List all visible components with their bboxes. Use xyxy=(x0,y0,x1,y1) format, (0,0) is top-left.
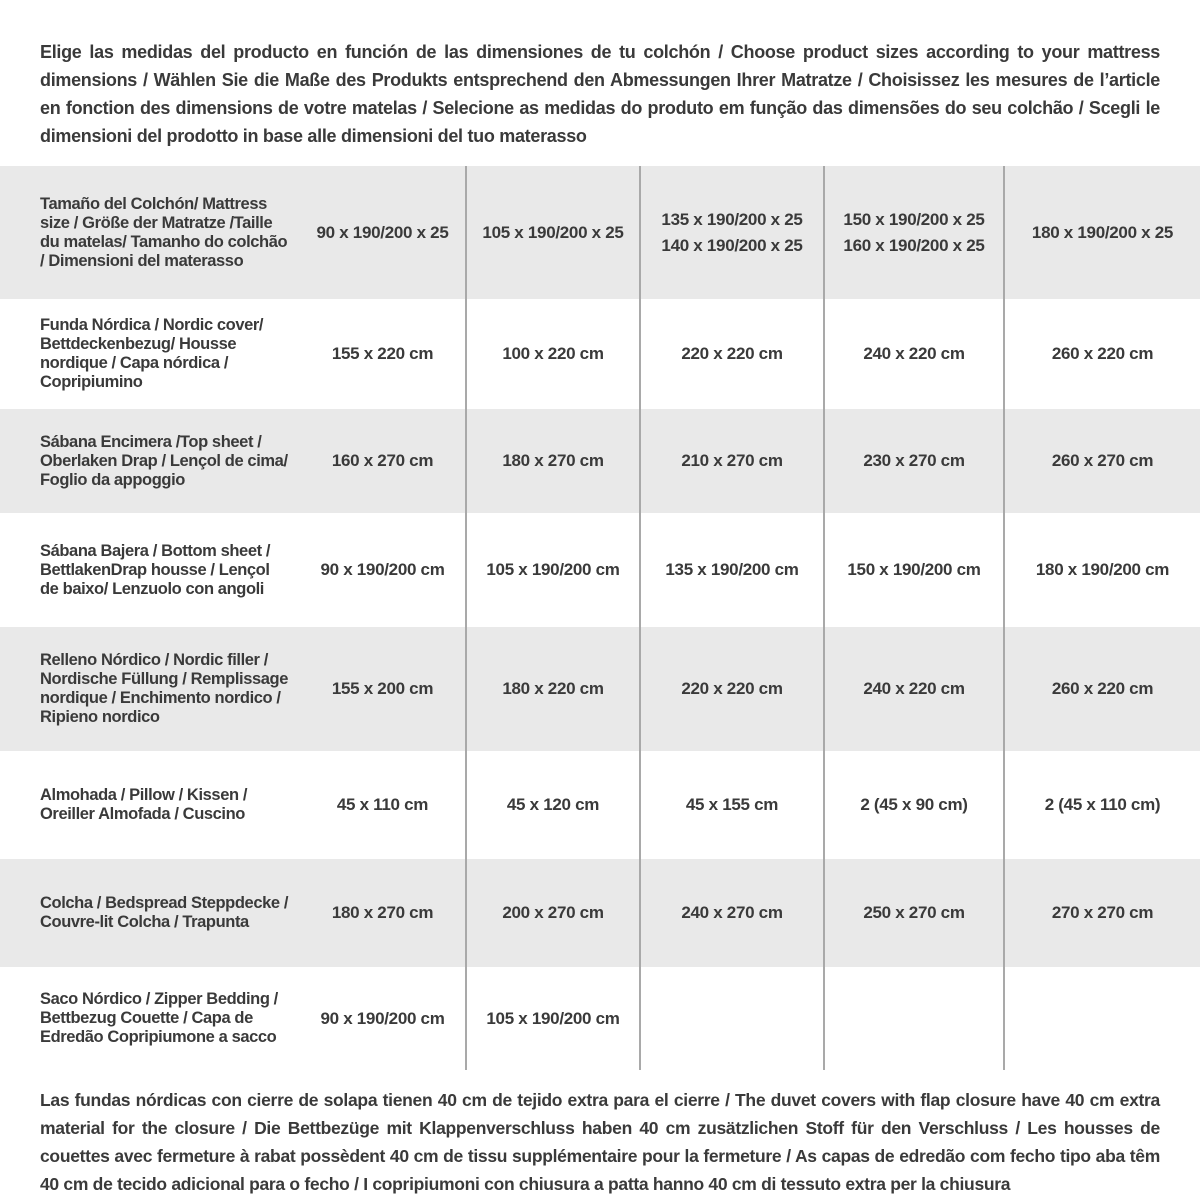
row-label-cell xyxy=(0,859,300,967)
table-cell: 160 x 270 cm xyxy=(331,451,434,470)
header-col-3-line2: 140 x 190/200 x 25 xyxy=(661,235,803,255)
header-col-4 xyxy=(823,166,1003,299)
table-cell: 105 x 190/200 cm xyxy=(465,513,639,627)
table-cell: 150 x 190/200 cm xyxy=(823,513,1003,627)
row-label: Almohada / Pillow / Kissen / Oreiller Almofada / Cuscino xyxy=(40,786,248,823)
table-cell: 90 x 190/200 cm xyxy=(320,560,445,579)
table-cell: 260 x 220 cm xyxy=(1003,299,1200,409)
mattress-size-label: Tamaño del Colchón/ Mattress size / Größe der Matratze /Taille du matelas/ Tamanho do colchão / Dimensioni del materasso xyxy=(40,194,288,270)
table-cell-empty xyxy=(639,967,823,1070)
table-cell: 45 x 110 cm xyxy=(336,795,429,814)
table-cell: 155 x 220 cm xyxy=(331,344,434,363)
row-label: Sábana Bajera / Bottom sheet / BettlakenDrap housse / Lençol de baixo/ Lenzuolo con angoli xyxy=(40,541,271,598)
row-label-cell xyxy=(0,967,300,1070)
row-label-cell xyxy=(0,409,300,513)
header-col-4-line1: 150 x 190/200 x 25 xyxy=(843,209,985,229)
header-col-3 xyxy=(639,166,823,299)
header-col-2-line1: 105 x 190/200 x 25 xyxy=(482,222,624,242)
row-label-cell xyxy=(0,513,300,627)
header-col-4-line2: 160 x 190/200 x 25 xyxy=(843,235,985,255)
intro-text: Elige las medidas del producto en función de las dimensiones de tu colchón / Choose product sizes according to your mattress dimensions / Wählen Sie die Maße des Produkts entsprechend den Abmessungen Ihrer Matratze / Choisissez les mesures de l’article en fonction des dimensions de votre matelas / Selecione as medidas do produto em função das dimensões do seu colchão / Scegli le dimensioni del prodotto in base alle dimensioni del tuo materasso xyxy=(40,42,1160,146)
table-cell: 180 x 220 cm xyxy=(465,627,639,751)
table-cell: 2 (45 x 110 cm) xyxy=(1003,751,1200,859)
table-cell: 260 x 220 cm xyxy=(1003,627,1200,751)
row-label: Sábana Encimera /Top sheet / Oberlaken Drap / Lençol de cima/ Foglio da appoggio xyxy=(40,432,288,489)
table-cell: 240 x 270 cm xyxy=(639,859,823,967)
row-label: Relleno Nórdico / Nordic filler / Nordische Füllung / Remplissage nordique / Enchimento nordico / Ripieno nordico xyxy=(40,651,288,726)
table-cell: 230 x 270 cm xyxy=(823,409,1003,513)
table-cell-empty xyxy=(823,967,1003,1070)
table-row-nordic-cover xyxy=(0,299,1200,409)
table-row-nordic-filler xyxy=(0,627,1200,751)
table-cell: 240 x 220 cm xyxy=(823,627,1003,751)
table-cell: 90 x 190/200 cm xyxy=(320,1008,445,1028)
table-cell: 180 x 270 cm xyxy=(331,903,434,922)
table-cell: 220 x 220 cm xyxy=(639,627,823,751)
table-cell: 180 x 270 cm xyxy=(465,409,639,513)
table-cell: 200 x 270 cm xyxy=(465,859,639,967)
table-cell: 135 x 190/200 cm xyxy=(639,513,823,627)
table-cell: 220 x 220 cm xyxy=(639,299,823,409)
row-label-cell xyxy=(0,627,300,751)
table-row-top-sheet xyxy=(0,409,1200,513)
size-table xyxy=(0,166,1200,1070)
table-cell: 260 x 270 cm xyxy=(1003,409,1200,513)
header-label-cell xyxy=(0,166,300,299)
header-col-5-line1: 180 x 190/200 x 25 xyxy=(1031,222,1174,242)
table-cell: 240 x 220 cm xyxy=(823,299,1003,409)
table-row-pillow xyxy=(0,751,1200,859)
table-cell: 270 x 270 cm xyxy=(1003,859,1200,967)
row-label: Funda Nórdica / Nordic cover/ Bettdeckenbezug/ Housse nordique / Capa nórdica / Copripiumino xyxy=(40,316,264,391)
header-col-1 xyxy=(300,166,465,299)
row-label: Colcha / Bedspread Steppdecke / Couvre-lit Colcha / Trapunta xyxy=(40,894,289,931)
table-cell: 250 x 270 cm xyxy=(823,859,1003,967)
header-col-1-line1: 90 x 190/200 x 25 xyxy=(316,222,449,242)
header-col-2 xyxy=(465,166,639,299)
row-label: Saco Nórdico / Zipper Bedding / Bettbezug Couette / Capa de Edredão Copripiumone a sacco xyxy=(40,990,278,1046)
table-cell: 180 x 190/200 cm xyxy=(1003,513,1200,627)
row-label-cell xyxy=(0,751,300,859)
header-col-5 xyxy=(1003,166,1200,299)
header-col-3-line1: 135 x 190/200 x 25 xyxy=(661,209,803,229)
table-cell-empty xyxy=(1003,967,1200,1070)
table-row-zipper-bedding xyxy=(0,967,1200,1070)
table-header-row xyxy=(0,166,1200,299)
row-label-cell xyxy=(0,299,300,409)
table-cell: 105 x 190/200 cm xyxy=(465,967,639,1070)
table-cell: 2 (45 x 90 cm) xyxy=(823,751,1003,859)
table-cell: 155 x 200 cm xyxy=(331,679,434,698)
footnote-text: Las fundas nórdicas con cierre de solapa tienen 40 cm de tejido extra para el cierre / The duvet covers with flap closure have 40 cm extra material for the closure / Die Bettbezüge mit Klappenverschluss haben 40 cm zusätzlichen Stoff für den Verschluss / Les housses de couettes avec fermeture à rabat possèdent 40 cm de tissu supplémentaire pour la fermeture / As capas de edredão com fecho tipo aba têm 40 cm de tecido adicional para o fecho / I copripiumoni con chiusura a patta hanno 40 cm di tessuto extra per la chiusura xyxy=(40,1090,1160,1194)
table-cell: 45 x 155 cm xyxy=(639,751,823,859)
table-cell: 45 x 120 cm xyxy=(465,751,639,859)
table-cell: 210 x 270 cm xyxy=(639,409,823,513)
table-cell: 100 x 220 cm xyxy=(465,299,639,409)
table-row-bottom-sheet xyxy=(0,513,1200,627)
size-guide-page xyxy=(0,38,1200,1200)
table-row-bedspread xyxy=(0,859,1200,967)
